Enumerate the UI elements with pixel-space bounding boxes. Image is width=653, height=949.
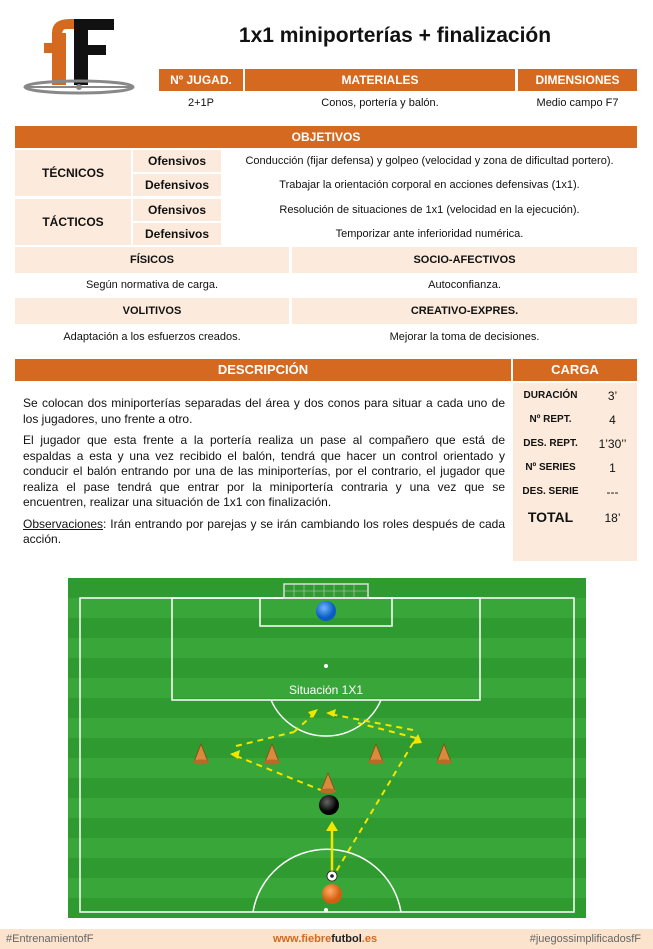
observations-label: Observaciones xyxy=(23,516,104,531)
footer-website-a: www.fiebre xyxy=(272,933,332,945)
footer-website-c: .es xyxy=(361,933,378,945)
page-title: 1x1 miniporterías + finalización xyxy=(238,24,552,47)
load-series-label: Nº SERIES xyxy=(525,462,576,473)
creativo-label: CREATIVO-EXPRES. xyxy=(292,298,637,324)
tecnicos-ofensivos: Ofensivos xyxy=(133,150,221,172)
load-rest-rep-label: DES. REPT. xyxy=(523,438,578,449)
observations xyxy=(23,517,505,548)
load-rest-rep-value: 1’30’’ xyxy=(598,437,627,451)
tecnicos-defensivos-text: Trabajar la orientación corporal en acciones defensivas (1x1). xyxy=(279,179,580,191)
footer-website[interactable] xyxy=(240,933,410,945)
materials-value: Conos, portería y balón. xyxy=(321,97,439,109)
brand-logo xyxy=(22,15,137,95)
tacticos-ofensivos: Ofensivos xyxy=(133,199,221,221)
load-header: CARGA xyxy=(513,359,637,381)
load-rest-series-value: --- xyxy=(606,485,619,499)
tecnicos-defensivos: Defensivos xyxy=(133,174,221,196)
socio-text: Autoconfianza. xyxy=(428,279,501,291)
description-header: DESCRIPCIÓN xyxy=(15,359,511,381)
penalty-spot xyxy=(324,664,328,668)
tecnicos-ofensivos-text: Conducción (fijar defensa) y golpeo (velocidad y zona de dificultad portero). xyxy=(245,155,614,167)
footer-website-b: futbol xyxy=(331,933,362,945)
load-total-label: TOTAL xyxy=(527,509,574,525)
fisicos-label: FÍSICOS xyxy=(15,247,289,273)
players-value: 2+1P xyxy=(188,97,214,109)
tacticos-defensivos-text: Temporizar ante inferioridad numérica. xyxy=(335,228,524,240)
load-duration-value: 3’ xyxy=(607,389,618,403)
defender-player xyxy=(319,795,339,815)
attacker-player xyxy=(322,884,342,904)
socio-label: SOCIO-AFECTIVOS xyxy=(292,247,637,273)
load-rest-series-label: DES. SERIE xyxy=(522,486,579,497)
tacticos-defensivos: Defensivos xyxy=(133,223,221,245)
observations-text: : Irán entrando por parejas y se irán cambiando los roles después de cada acción. xyxy=(23,516,505,546)
creativo-text: Mejorar la toma de decisiones. xyxy=(389,331,540,343)
objectives-header: OBJETIVOS xyxy=(15,126,637,148)
materials-header: MATERIALES xyxy=(245,69,515,91)
tecnicos-label: TÉCNICOS xyxy=(15,150,131,196)
load-reps-value: 4 xyxy=(609,413,616,427)
description-body xyxy=(23,396,505,554)
load-reps-label: Nº REPT. xyxy=(529,414,572,425)
goalkeeper-player xyxy=(316,601,336,621)
tacticos-ofensivos-text: Resolución de situaciones de 1x1 (velocidad en la ejecución). xyxy=(279,204,580,216)
footer-hashtag-left: #EntrenamientofF xyxy=(6,933,94,945)
ball-icon xyxy=(327,871,337,881)
dimensions-header: DIMENSIONES xyxy=(518,69,637,91)
description-p1: Se colocan dos miniporterías separadas del área y dos conos para situar a cada uno de los jugadores, uno frente a otro. xyxy=(23,396,505,426)
load-total-value: 18’ xyxy=(604,511,621,525)
pitch-grass xyxy=(68,578,586,918)
players-header: Nº JUGAD. xyxy=(159,69,243,91)
footer-hashtag-right: #juegossimplificadosfF xyxy=(529,933,641,945)
tacticos-label: TÁCTICOS xyxy=(15,199,131,245)
volitivos-text: Adaptación a los esfuerzos creados. xyxy=(63,331,241,343)
situation-label: Situación 1X1 xyxy=(288,683,364,697)
fisicos-text: Según normativa de carga. xyxy=(85,279,219,291)
load-series-value: 1 xyxy=(609,461,616,475)
description-p2: El jugador que esta frente a la portería realiza un pase al compañero que está de espaldas a esta y una vez recibido el balón, tendrá que hacer un control orientado y conducir el balón entrando por una de las miniporterías, por el contrario, el jugador que realiza el pase tendrá que entrar por la miniportería contraria y una vez que se encuentren, realizar una situación de 1x1 con finalización. xyxy=(23,433,505,509)
center-spot xyxy=(324,908,328,912)
dimensions-value: Medio campo F7 xyxy=(536,97,619,109)
volitivos-label: VOLITIVOS xyxy=(15,298,289,324)
load-duration-label: DURACIÓN xyxy=(523,390,578,401)
pitch-diagram xyxy=(68,578,586,918)
